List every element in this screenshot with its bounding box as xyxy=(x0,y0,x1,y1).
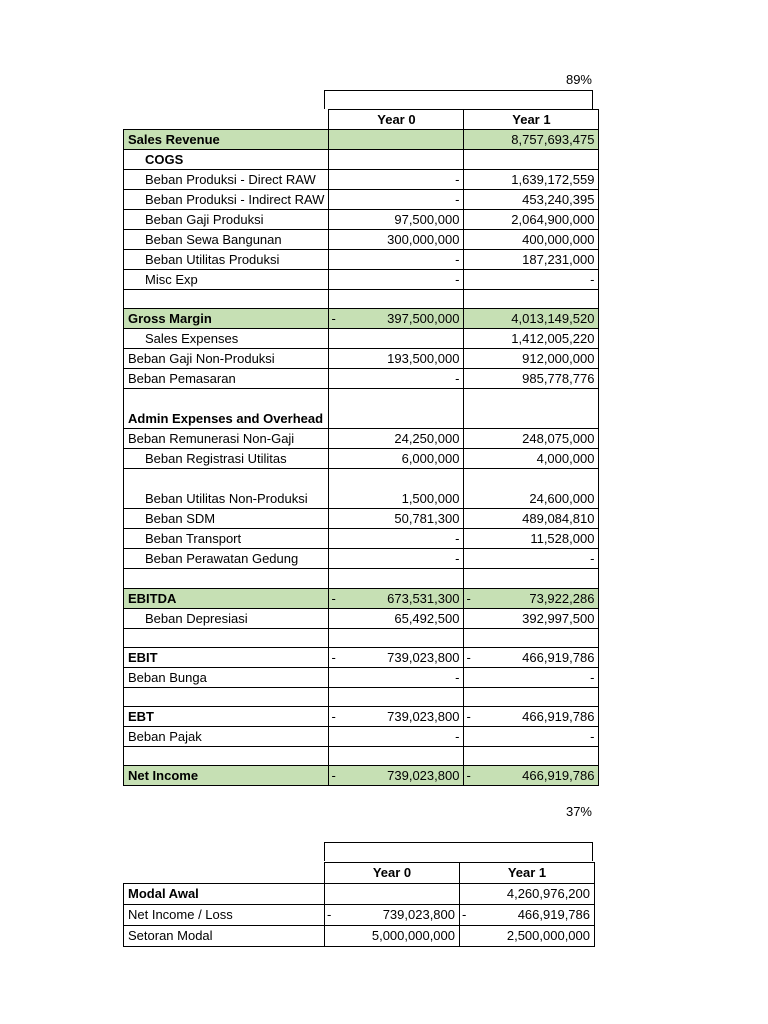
header-empty-cell xyxy=(124,863,325,884)
row-label xyxy=(124,290,329,309)
row-label: Admin Expenses and Overhead xyxy=(124,389,329,429)
table-row xyxy=(124,389,599,429)
value-year-1 xyxy=(464,349,599,369)
value-text: 5,000,000,000 xyxy=(371,928,455,943)
equity-table xyxy=(123,862,595,947)
value-text: 397,500,000 xyxy=(387,311,460,327)
table-row xyxy=(124,250,599,270)
row-label: Sales Revenue xyxy=(124,130,329,150)
table-row xyxy=(124,647,599,667)
row-label: Beban Utilitas Non-Produksi xyxy=(124,469,329,509)
table-row xyxy=(124,449,599,469)
table-row xyxy=(124,926,595,947)
value-year-1 xyxy=(464,389,599,429)
value-year-0 xyxy=(329,349,464,369)
row-label xyxy=(124,747,329,766)
value-year-0 xyxy=(329,529,464,549)
value-year-1 xyxy=(464,429,599,449)
column-header-year-1: Year 1 xyxy=(464,110,599,130)
value-year-0 xyxy=(329,766,464,786)
row-label xyxy=(124,687,329,706)
negative-sign: - xyxy=(466,709,471,725)
value-text: - xyxy=(455,371,460,387)
table-row xyxy=(124,667,599,687)
table-row xyxy=(124,329,599,349)
value-text: 489,084,810 xyxy=(522,511,595,527)
table-row xyxy=(124,270,599,290)
row-label: Net Income xyxy=(124,766,329,786)
negative-sign: - xyxy=(331,311,336,327)
row-label: Beban Sewa Bangunan xyxy=(124,230,329,250)
header-spacer-box xyxy=(324,842,593,861)
value-text: 24,600,000 xyxy=(529,491,595,507)
table-row xyxy=(124,687,599,706)
table-row xyxy=(124,210,599,230)
row-label: Modal Awal xyxy=(124,884,325,905)
row-label: Setoran Modal xyxy=(124,926,325,947)
value-text: - xyxy=(590,551,595,567)
negative-sign: - xyxy=(331,649,336,665)
value-text: 11,528,000 xyxy=(530,531,595,547)
table-row xyxy=(124,349,599,369)
table-row xyxy=(124,190,599,210)
header-empty-cell xyxy=(124,110,329,130)
value-text: - xyxy=(590,669,595,685)
table-row xyxy=(124,905,595,926)
row-label: EBITDA xyxy=(124,588,329,608)
value-year-0 xyxy=(325,884,460,905)
table-row xyxy=(124,170,599,190)
column-header-row xyxy=(124,863,595,884)
table-row xyxy=(124,230,599,250)
value-text: 466,919,786 xyxy=(517,907,590,922)
table-row xyxy=(124,150,599,170)
value-year-0 xyxy=(329,628,464,647)
value-text: 912,000,000 xyxy=(522,351,595,367)
row-label: Beban Produksi - Indirect RAW xyxy=(124,190,329,210)
value-text: 2,500,000,000 xyxy=(506,928,590,943)
value-text: 466,919,786 xyxy=(522,768,595,784)
table-row xyxy=(124,429,599,449)
table-row xyxy=(124,469,599,509)
value-text: - xyxy=(590,272,595,287)
table-row xyxy=(124,766,599,786)
value-year-1 xyxy=(464,549,599,569)
value-year-1 xyxy=(464,190,599,210)
table-row xyxy=(124,309,599,329)
value-text: 673,531,300 xyxy=(387,590,460,606)
table-row xyxy=(124,130,599,150)
row-label: Sales Expenses xyxy=(124,329,329,349)
negative-sign: - xyxy=(462,907,467,922)
value-text: 739,023,800 xyxy=(387,709,460,725)
value-year-1 xyxy=(464,628,599,647)
value-year-0 xyxy=(329,647,464,667)
value-year-0 xyxy=(329,569,464,588)
negative-sign: - xyxy=(331,768,336,784)
row-label: Beban Utilitas Produksi xyxy=(124,250,329,270)
column-header-year-0: Year 0 xyxy=(325,863,460,884)
value-year-0 xyxy=(329,230,464,250)
value-text: - xyxy=(455,531,460,547)
table-row xyxy=(124,529,599,549)
header-spacer-box xyxy=(324,90,593,109)
value-year-0 xyxy=(325,926,460,947)
value-year-1 xyxy=(464,250,599,270)
value-text: 392,997,500 xyxy=(522,610,595,626)
value-year-0 xyxy=(329,270,464,290)
value-text: 2,064,900,000 xyxy=(511,212,595,227)
value-year-1 xyxy=(464,130,599,150)
value-year-0 xyxy=(329,369,464,389)
value-year-0 xyxy=(329,727,464,747)
value-text: 50,781,300 xyxy=(394,511,460,527)
value-text: 6,000,000 xyxy=(401,451,460,467)
value-year-1 xyxy=(464,449,599,469)
value-year-1 xyxy=(464,150,599,170)
value-year-1 xyxy=(460,926,595,947)
value-year-0 xyxy=(329,588,464,608)
value-year-0 xyxy=(329,389,464,429)
value-year-0 xyxy=(329,549,464,569)
value-year-1 xyxy=(464,608,599,628)
row-label: Net Income / Loss xyxy=(124,905,325,926)
value-year-1 xyxy=(464,707,599,727)
value-text: - xyxy=(455,192,460,207)
value-year-0 xyxy=(329,608,464,628)
row-label: Beban Pajak xyxy=(124,727,329,747)
row-label: Beban Gaji Produksi xyxy=(124,210,329,230)
value-text: 4,260,976,200 xyxy=(506,886,590,901)
value-year-0 xyxy=(329,687,464,706)
value-text: - xyxy=(455,252,460,267)
negative-sign: - xyxy=(466,590,471,606)
value-text: 187,231,000 xyxy=(522,252,595,267)
row-label: Beban Remunerasi Non-Gaji xyxy=(124,429,329,449)
table-row xyxy=(124,727,599,747)
table-row xyxy=(124,608,599,628)
value-text: 8,757,693,475 xyxy=(511,132,595,147)
value-year-0 xyxy=(329,130,464,150)
value-text: 4,013,149,520 xyxy=(511,311,595,327)
table-row xyxy=(124,549,599,569)
table-row xyxy=(124,290,599,309)
value-text: - xyxy=(455,551,460,567)
value-text: - xyxy=(590,729,595,745)
negative-sign: - xyxy=(466,649,471,665)
value-text: 73,922,286 xyxy=(529,590,595,606)
table-row xyxy=(124,569,599,588)
value-text: 248,075,000 xyxy=(522,431,595,447)
value-text: 400,000,000 xyxy=(522,232,595,247)
value-text: - xyxy=(455,172,460,187)
negative-sign: - xyxy=(331,590,336,606)
value-text: - xyxy=(455,729,460,745)
row-label: COGS xyxy=(124,150,329,170)
value-year-1 xyxy=(464,270,599,290)
table-row xyxy=(124,747,599,766)
row-label xyxy=(124,569,329,588)
table-row xyxy=(124,369,599,389)
row-label: Misc Exp xyxy=(124,270,329,290)
table-row xyxy=(124,588,599,608)
row-label: Beban Perawatan Gedung xyxy=(124,549,329,569)
value-year-1 xyxy=(464,647,599,667)
value-year-1 xyxy=(464,290,599,309)
value-year-0 xyxy=(329,290,464,309)
negative-sign: - xyxy=(466,768,471,784)
value-year-1 xyxy=(464,747,599,766)
value-text: 193,500,000 xyxy=(387,351,460,367)
value-text: 466,919,786 xyxy=(522,709,595,725)
value-text: 739,023,800 xyxy=(382,907,455,922)
value-year-1 xyxy=(464,329,599,349)
value-year-0 xyxy=(329,190,464,210)
row-label: Beban Bunga xyxy=(124,667,329,687)
value-year-1 xyxy=(464,369,599,389)
row-label xyxy=(124,628,329,647)
value-year-1 xyxy=(464,667,599,687)
value-year-0 xyxy=(329,170,464,190)
row-label: Beban Gaji Non-Produksi xyxy=(124,349,329,369)
value-year-1 xyxy=(464,529,599,549)
value-year-1 xyxy=(464,509,599,529)
value-text: 1,639,172,559 xyxy=(511,172,595,187)
column-header-year-0: Year 0 xyxy=(329,110,464,130)
row-label: Beban Registrasi Utilitas xyxy=(124,449,329,469)
value-year-1 xyxy=(464,588,599,608)
value-text: 453,240,395 xyxy=(522,192,595,207)
value-year-1 xyxy=(464,727,599,747)
value-year-0 xyxy=(329,469,464,509)
value-year-1 xyxy=(460,884,595,905)
value-text: 739,023,800 xyxy=(387,649,460,665)
value-year-1 xyxy=(464,766,599,786)
row-label: Beban Depresiasi xyxy=(124,608,329,628)
value-year-1 xyxy=(460,905,595,926)
value-year-0 xyxy=(329,429,464,449)
value-year-0 xyxy=(329,210,464,230)
table-row xyxy=(124,884,595,905)
value-year-1 xyxy=(464,687,599,706)
value-year-0 xyxy=(325,905,460,926)
mid-percent: 37% xyxy=(565,804,592,819)
table-row xyxy=(124,509,599,529)
table-row xyxy=(124,628,599,647)
income-statement-table xyxy=(123,109,599,786)
value-text: 1,412,005,220 xyxy=(511,331,595,347)
value-text: 65,492,500 xyxy=(394,610,460,626)
value-text: 24,250,000 xyxy=(394,431,460,447)
value-year-0 xyxy=(329,449,464,469)
value-year-1 xyxy=(464,170,599,190)
row-label: EBT xyxy=(124,707,329,727)
negative-sign: - xyxy=(331,709,336,725)
negative-sign: - xyxy=(327,907,332,922)
value-year-0 xyxy=(329,667,464,687)
value-year-0 xyxy=(329,747,464,766)
value-year-1 xyxy=(464,210,599,230)
value-year-1 xyxy=(464,230,599,250)
column-header-row xyxy=(124,110,599,130)
table-row xyxy=(124,707,599,727)
row-label: Gross Margin xyxy=(124,309,329,329)
value-year-0 xyxy=(329,509,464,529)
row-label: Beban Pemasaran xyxy=(124,369,329,389)
row-label: Beban SDM xyxy=(124,509,329,529)
value-text: 739,023,800 xyxy=(387,768,460,784)
value-text: 1,500,000 xyxy=(401,491,460,507)
value-text: - xyxy=(455,272,460,287)
value-year-0 xyxy=(329,150,464,170)
column-header-year-1: Year 1 xyxy=(460,863,595,884)
value-text: 985,778,776 xyxy=(522,371,595,387)
value-year-1 xyxy=(464,469,599,509)
value-year-0 xyxy=(329,250,464,270)
row-label: Beban Produksi - Direct RAW xyxy=(124,170,329,190)
top-percent: 89% xyxy=(565,72,592,87)
row-label: EBIT xyxy=(124,647,329,667)
row-label: Beban Transport xyxy=(124,529,329,549)
value-text: - xyxy=(455,669,460,685)
value-year-0 xyxy=(329,309,464,329)
value-year-1 xyxy=(464,569,599,588)
value-text: 466,919,786 xyxy=(522,649,595,665)
value-text: 4,000,000 xyxy=(536,451,595,467)
value-text: 97,500,000 xyxy=(394,212,460,227)
value-text: 300,000,000 xyxy=(387,232,460,247)
value-year-0 xyxy=(329,329,464,349)
value-year-0 xyxy=(329,707,464,727)
value-year-1 xyxy=(464,309,599,329)
